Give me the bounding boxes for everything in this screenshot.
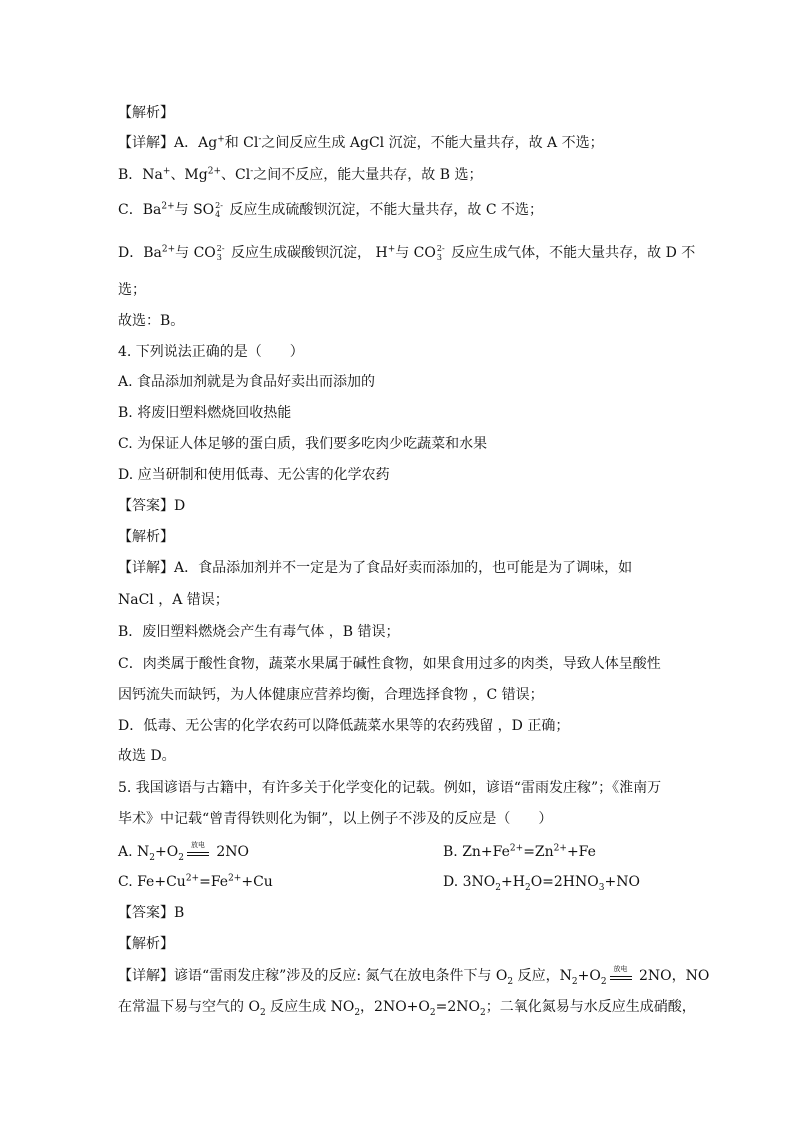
q4-detail-a-cont: NaCl ，A 错误；	[118, 592, 229, 608]
q4-analysis-heading: 【解析】	[118, 529, 174, 545]
q4-option-b: B. 将废旧塑料燃烧回收热能	[118, 405, 292, 421]
section-heading-analysis: 【解析】	[118, 105, 174, 121]
q4-detail-c: C．肉类属于酸性食物，蔬菜水果属于碱性食物，如果食用过多的肉类，导致人体呈酸性	[118, 656, 661, 672]
conclusion-line: 故选：B。	[118, 313, 185, 329]
question-4: 4. 下列说法正确的是（ ）	[118, 344, 304, 360]
q5-detail-1: 【详解】谚语“雷雨发庄稼”涉及的反应: 氮气在放电条件下与 $O_2$ 反应，$N_2+O_2$ 放电 2NO，NO	[118, 965, 710, 987]
q4-option-c: C. 为保证人体足够的蛋白质，我们要多吃肉少吃蔬菜和水果	[118, 436, 488, 452]
question-5: 5. 我国谚语与古籍中，有许多关于化学变化的记载。例如，谚语“雷雨发庄稼”；《淮南万	[118, 780, 662, 796]
detail-line-d: D．$Ba^{2+}$与 CO 2- 3 反应生成碳酸钡沉淀， H+与 CO 2- 3 反应生成气体，不能大量共存，故 D 不	[118, 244, 696, 262]
q4-option-d: D. 应当研制和使用低毒、无公害的化学农药	[118, 467, 390, 483]
detail-line-c: C．$Ba^{2+}$与 SO 2- 4 反应生成硫酸钡沉淀，不能大量共存，故 C 不选；	[118, 201, 544, 219]
q4-detail-b: B．废旧塑料燃烧会产生有毒气体 ，B 错误；	[118, 624, 400, 640]
q5-option-b: B. $Zn+Fe^{2+}=Zn^{2+}+Fe$	[443, 843, 596, 860]
q5-detail-2: 在常温下易与空气的 $O_2$ 反应生成 $NO_2$，$2NO+O_2=2NO_2$；二氧化氮易与水反应生成硝酸，	[118, 999, 696, 1018]
detail-line-b: B．Na+、$Mg^{2+}$、Cl-之间不反应，能大量共存，故 B 选；	[118, 166, 483, 183]
question-5-cont: 毕术》中记载“曾青得铁则化为铜”，以上例子不涉及的反应是（ ）	[118, 811, 553, 827]
q5-option-d: D. $3NO_2+H_2O=2HNO_3+NO$	[443, 874, 640, 893]
q4-detail-a: 【详解】A．食品添加剂并不一定是为了食品好卖而添加的，也可能是为了调味，如	[118, 560, 633, 576]
q4-detail-d: D．低毒、无公害的化学农药可以降低蔬菜水果等的农药残留 ，D 正确；	[118, 718, 570, 734]
detail-line-d-cont: 选；	[118, 282, 146, 298]
q4-answer: 【答案】D	[118, 498, 186, 514]
q4-conclusion: 故选 D。	[118, 748, 176, 764]
q5-answer: 【答案】B	[118, 905, 185, 921]
discharge-condition-arrow: 放电	[186, 845, 210, 859]
q5-option-c: C. $Fe+Cu^{2+}=Fe^{2+}+Cu$	[118, 873, 273, 890]
q4-detail-c-cont: 因钙流失而缺钙，为人体健康应营养均衡，合理选择食物 ，C 错误；	[118, 687, 544, 703]
detail-line-a: 【详解】A．Ag+和 Cl-之间反应生成 AgCl 沉淀，不能大量共存，故 A 不选；	[118, 134, 604, 151]
q5-analysis-heading: 【解析】	[118, 936, 174, 952]
q4-option-a: A. 食品添加剂就是为食品好卖出而添加的	[118, 374, 376, 390]
q5-option-a: A. $N_2+O_2$ 放电 2NO	[118, 841, 250, 863]
discharge-condition-arrow: 放电	[609, 969, 633, 983]
